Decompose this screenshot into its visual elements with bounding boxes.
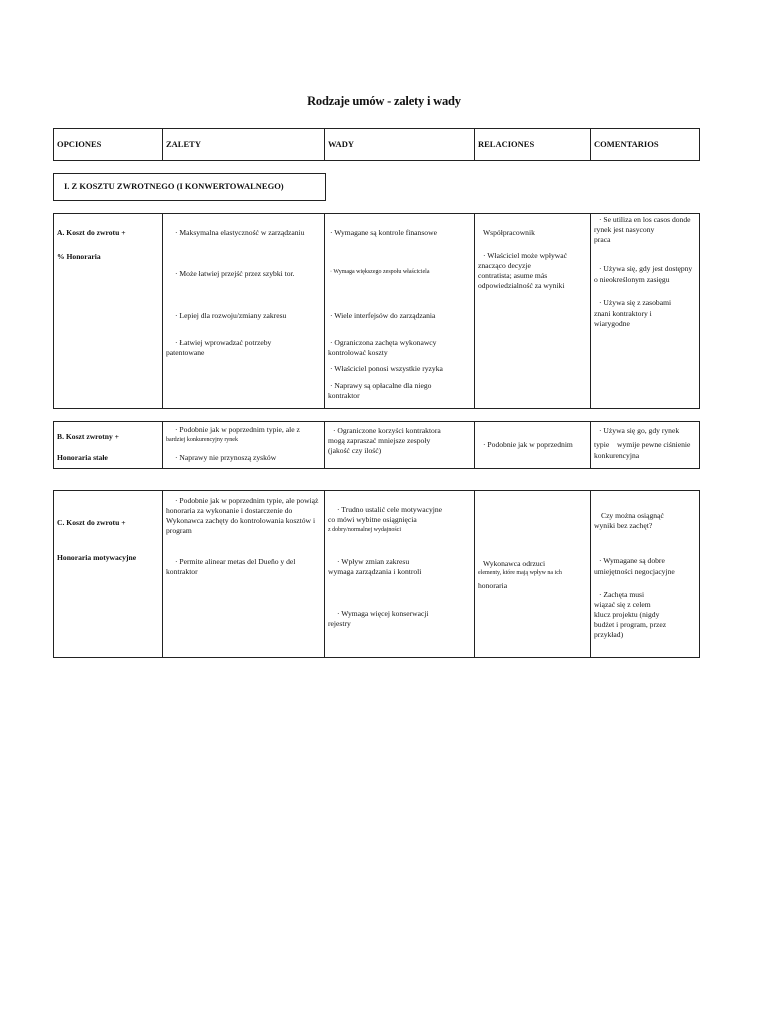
cell-relations	[475, 491, 591, 657]
cell-disadvantages	[325, 422, 475, 468]
advantage-item: · Łatwiej wprowadzać potrzeby	[175, 338, 272, 347]
comment-item-cont: typie	[594, 440, 610, 449]
disadvantage-item-cont: z dobry/normalnej wydajności	[328, 527, 401, 533]
advantage-item-cont: honoraria za wykonanie i dostarczenie do	[166, 506, 293, 515]
disadvantage-item-cont: kontraktor	[328, 391, 360, 400]
cell-relations	[475, 422, 591, 468]
cell-advantages	[163, 491, 325, 657]
advantage-item: · Może łatwiej przejść przez szybki tor.	[175, 269, 295, 278]
advantage-item-cont: kontraktor	[166, 567, 198, 576]
disadvantage-item: · Wpływ zmian zakresu	[337, 557, 410, 566]
cell-disadvantages	[325, 491, 475, 657]
table-header	[53, 128, 700, 161]
header-disadvantages: WADY	[325, 129, 475, 160]
advantage-item: · Permite alinear metas del Dueño y del	[175, 557, 296, 566]
comment-item: Czy można osiągnąć	[601, 511, 664, 520]
cell-disadvantages	[325, 214, 475, 408]
cell-advantages	[163, 422, 325, 468]
cell-option	[54, 422, 163, 468]
disadvantage-item: · Wymagane są kontrole finansowe	[330, 228, 437, 237]
relation-item: · Podobnie jak w poprzednim	[483, 440, 573, 449]
advantage-item-cont: Wykonawca zachęty do kontrolowania kosztów i	[166, 516, 316, 525]
advantage-item-cont: patentowane	[166, 348, 205, 357]
disadvantage-item: · Wymaga więcej konserwacji	[337, 609, 429, 618]
comment-item: · Se utiliza en los casos donde	[599, 215, 691, 224]
header-relations: RELACIONES	[475, 129, 591, 160]
page-title: Rodzaje umów - zalety i wady	[307, 94, 461, 108]
disadvantage-item-cont: kontrolować koszty	[328, 348, 388, 357]
relation-item-cont: odpowiedzialność za wyniki	[478, 281, 565, 290]
comment-item-cont: konkurencyjna	[594, 451, 640, 460]
header-comments: COMENTARIOS	[594, 139, 659, 149]
comment-item-cont: praca	[594, 235, 611, 244]
disadvantage-item: · Wiele interfejsów do zarządzania	[330, 311, 436, 320]
cell-option	[54, 214, 163, 408]
disadvantage-item-cont: mogą zapraszać mniejsze zespoły	[328, 436, 431, 445]
comment-item-cont: klucz projektu (nigdy	[594, 610, 660, 619]
cell-option	[54, 491, 163, 657]
header-options: OPCIONES	[54, 129, 163, 160]
option-label: C. Koszt do zwrotu +	[57, 518, 126, 527]
advantage-item-cont: bardziej konkurencyjny rynek	[166, 437, 238, 443]
table-row-b	[53, 421, 700, 469]
option-label: B. Koszt zwrotny +	[57, 432, 119, 441]
disadvantage-item-cont: wymaga zarządzania i kontroli	[328, 567, 422, 576]
cell-comments	[591, 491, 699, 657]
relation-item-cont: honoraria	[478, 581, 508, 590]
advantage-item: · Maksymalna elastyczność w zarządzaniu	[175, 228, 305, 237]
comment-item: · Używa się go, gdy rynek	[599, 426, 680, 435]
relation-item-cont: znacząco decyzje	[478, 261, 531, 270]
disadvantage-item-cont: rejestry	[328, 619, 351, 628]
option-sublabel: Honoraria stałe	[57, 453, 108, 462]
comment-item: · Używa się z zasobami	[599, 298, 672, 307]
comment-item-cont: wiarygodne	[594, 319, 630, 328]
cell-relations	[475, 214, 591, 408]
relation-item: · Właściciel może wpływać	[483, 251, 567, 260]
comment-item-cont: przykład)	[594, 630, 624, 639]
cell-comments	[591, 214, 699, 408]
header-advantages: ZALETY	[163, 129, 325, 160]
comment-item: · Zachęta musi	[599, 590, 645, 599]
comment-item-cont: rynek jest nasycony	[594, 225, 655, 234]
cell-advantages	[163, 214, 325, 408]
comment-item-cont: wiązać się z celem	[594, 600, 651, 609]
relation-item-cont: contratista; asume más	[478, 271, 548, 280]
disadvantage-item: · Wymaga większego zespołu właściciela	[330, 269, 430, 275]
option-sublabel: % Honoraria	[57, 252, 101, 261]
disadvantage-item: · Ograniczone korzyści kontraktora	[333, 426, 441, 435]
disadvantage-item: · Naprawy są opłacalne dla niego	[330, 381, 432, 390]
comment-item-cont: o nieokreślonym zasięgu	[594, 275, 670, 284]
comment-item: · Wymagane są dobre	[599, 556, 665, 565]
comment-item-cont: wyniki bez zachęt?	[594, 521, 653, 530]
advantage-item: · Podobnie jak w poprzednim typie, ale powiąż	[175, 496, 319, 505]
comment-item-cont: wymije pewne ciśnienie	[617, 440, 691, 449]
option-sublabel: Honoraria motywacyjne	[57, 553, 137, 562]
relation-item: Wykonawca odrzuci	[483, 559, 546, 568]
comment-item: · Używa się, gdy jest dostępny	[599, 264, 693, 273]
comment-item-cont: umiejętności negocjacyjne	[594, 567, 675, 576]
disadvantage-item: · Trudno ustalić cele motywacyjne	[337, 505, 443, 514]
advantage-item: · Lepiej dla rozwoju/zmiany zakresu	[175, 311, 287, 320]
table-row-a	[53, 213, 700, 409]
relation-item-cont: elementy, które mają wpływ na ich	[478, 570, 562, 576]
disadvantage-item: · Ograniczona zachęta wykonawcy	[330, 338, 437, 347]
advantage-item: · Podobnie jak w poprzednim typie, ale z	[175, 425, 300, 434]
table-row-c	[53, 490, 700, 658]
disadvantage-item: · Właściciel ponosi wszystkie ryzyka	[330, 364, 443, 373]
disadvantage-item-cont: co mówi wybitne osiągnięcia	[328, 515, 417, 524]
relation-item: Współpracownik	[483, 228, 535, 237]
section-heading: I. Z KOSZTU ZWROTNEGO (I KONWERTOWALNEGO)	[53, 173, 326, 201]
disadvantage-item-cont: (jakość czy ilość)	[328, 446, 382, 455]
advantage-item: · Naprawy nie przynoszą zysków	[175, 453, 277, 462]
advantage-item-cont: program	[166, 526, 192, 535]
comment-item-cont: budżet i program, przez	[594, 620, 667, 629]
option-label: A. Koszt do zwrotu +	[57, 228, 126, 237]
cell-comments	[591, 422, 699, 468]
comment-item-cont: znani kontraktory i	[594, 309, 652, 318]
